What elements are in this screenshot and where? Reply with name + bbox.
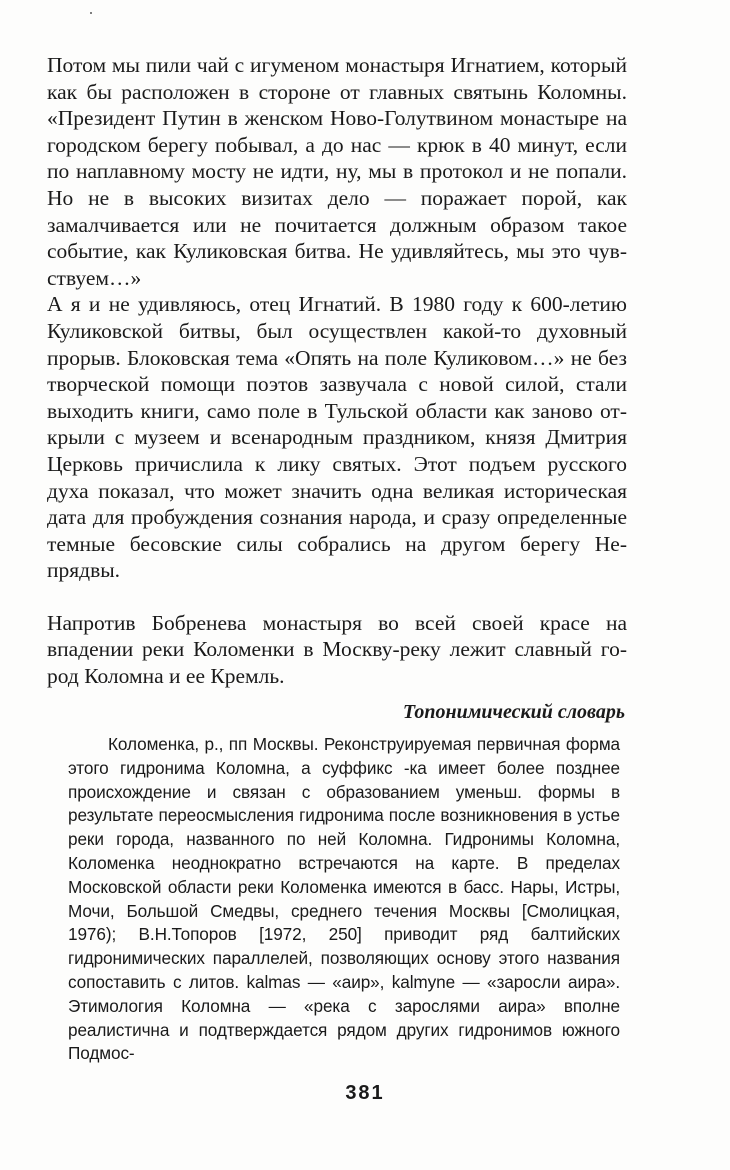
page-number: 381 [345, 1082, 385, 1104]
dictionary-entry [68, 733, 620, 1066]
paragraph-3: Напротив Бобренева монастыря во всей своей красе на впадении реки Коломенки в Москву-реку лежит славный город Коломна и ее Кремль. [47, 610, 627, 689]
paragraph-1: Потом мы пили чай с игуменом монастыря Игнатием, который как бы расположен в стороне от главных святынь Коломны. «Президент Путин в женском Ново-Голутвином монастыре на городском берегу побывал, а до нас — крюк в 40 минут, если по наплавному мосту не идти, ну, мы в протокол и не попали. Но не в высоких визитах дело — поражает порой, как замалчивается или не почитается должным образом такое событие, как Куликовская битва. Не удивляйтесь, мы это чувствуем…» [47, 53, 627, 290]
dictionary-heading: Топонимический словарь [402, 701, 625, 723]
print-speck [90, 12, 92, 14]
main-text-block [47, 52, 627, 690]
dictionary-entry-text: Коломенка, р., пп Москвы. Реконструируемая первичная форма этого гидронима Коломна, а суффикс -ка имеет более позднее происхождение и связан с образованием уменьш. формы в результате переосмысления гидронима после возникновения в устье реки города, названного по ней Коломна. Гидронимы Коломна, Коломенка неоднократно встречаются на карте. В пределах Московской области реки Коломенка имеются в басс. Нары, Истры, Мочи, Большой Смедвы, среднего течения Москвы [Смолицкая, 1976); В.Н.Топоров [1972, 250] приводит ряд балтийских гидронимических параллелей, позволяющих основу этого названия сопоставить с литов. kalmas — «аир», kalmyne — «заросли аира». Этимология Коломна — «река с зарослями аира» вполне реалистична и подтверждается рядом других гидронимов южного Подмос- [68, 734, 620, 1064]
paragraph-2: А я и не удивляюсь, отец Игнатий. В 1980 году к 600-летию Куликовской битвы, был осуществлен какой-то духовный прорыв. Блоковская тема «Опять на поле Куликовом…» не без творческой помощи поэтов зазвучала с новой силой, стали выходить книги, само поле в Тульской области как заново открыли с музеем и всенародным праздником, князя Дмитрия Церковь причислила к лику святых. Этот подъем русского духа показал, что может значить одна великая историческая дата для пробуждения сознания народа, и сразу определенные темные бесовские силы собрались на другом берегу Непрядвы. [47, 292, 627, 583]
